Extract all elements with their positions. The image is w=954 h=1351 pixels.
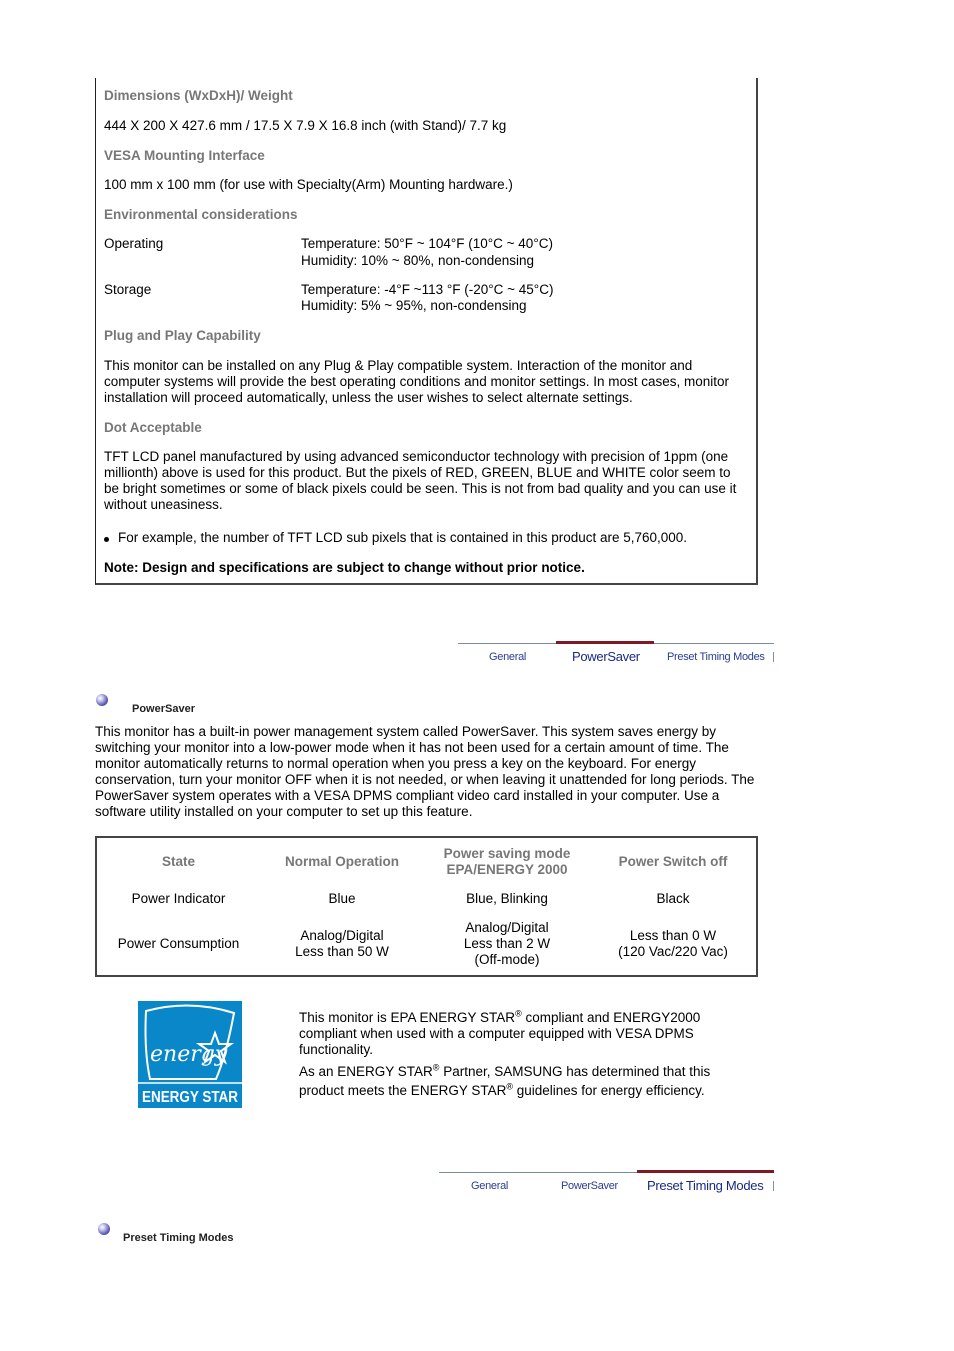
note-text: Note: Design and specifications are subject to change without prior notice. <box>104 560 585 575</box>
dimensions-heading: Dimensions (WxDxH)/ Weight <box>104 88 293 103</box>
dot-acceptable-text: TFT LCD panel manufactured by using advanced semiconductor technology with precision of 1ppm (one millionth) above is used for this product. But the pixels of RED, GREEN, BLUE and WHITE color seem to be bright sometimes or some of black pixels could be seen. This is not from bad quality and you can use it without uneasiness. <box>104 449 737 512</box>
indicator-label: Power Indicator <box>131 891 226 906</box>
tab-bar-powersaver <box>458 643 774 669</box>
tab-preset-timing-modes[interactable]: Preset Timing Modes <box>654 643 774 668</box>
environment-heading: Environmental considerations <box>104 207 298 222</box>
energy-star-paragraph-1: This monitor is EPA ENERGY STAR® compliant and ENERGY2000 compliant when used with a computer equipped with VESA DPMS functionality. <box>299 1008 701 1057</box>
storage-humidity: Humidity: 5% ~ 95%, non-condensing <box>301 298 527 313</box>
consumption-saving: Analog/Digital Less than 2 W (Off-mode) <box>463 920 551 967</box>
section-bullet-icon <box>96 694 108 706</box>
dimensions-value: 444 X 200 X 427.6 mm / 17.5 X 7.9 X 16.8 inch (with Stand)/ 7.7 kg <box>104 118 507 133</box>
energy-star-logo <box>138 1001 242 1108</box>
tab-general[interactable]: General <box>458 643 556 668</box>
section-bullet-icon <box>98 1223 110 1235</box>
tab-powersaver[interactable]: PowerSaver <box>537 1172 637 1197</box>
tab-separator <box>773 1181 774 1191</box>
tab-preset-timing-modes[interactable]: Preset Timing Modes <box>637 1170 774 1197</box>
tab-powersaver[interactable]: PowerSaver <box>556 641 654 668</box>
storage-label: Storage <box>104 282 152 297</box>
indicator-off: Black <box>656 891 690 906</box>
svg-text:energy: energy <box>150 1042 228 1067</box>
header-power-switch-off: Power Switch off <box>618 853 728 869</box>
energy-star-emblem-icon <box>138 1001 242 1108</box>
vesa-heading: VESA Mounting Interface <box>104 148 265 163</box>
powersaver-intro: This monitor has a built-in power management system called PowerSaver. This system saves energy by switching your monitor into a low-power mode when it has not been used for a certain amount of time. The monitor automatically returns to normal operation when you press a key on the keyboard. For energy conservation, turn your monitor OFF when it is not needed, or when leaving it unattended for long periods. The PowerSaver system operates with a VESA DPMS compliant video card installed in your computer. Use a software utility installed on your computer to set up this feature. <box>95 724 755 819</box>
dot-acceptable-bullet: For example, the number of TFT LCD sub pixels that is contained in this product are 5,760,000. <box>118 530 688 545</box>
power-state-table <box>95 836 758 977</box>
indicator-normal: Blue <box>328 891 356 906</box>
plug-and-play-text: This monitor can be installed on any Plug & Play compatible system. Interaction of the monitor and computer systems will provide the best operating conditions and monitor settings. In most cases, monitor installation will proceed automatically, unless the user wishes to select alternate settings. <box>104 358 730 405</box>
tab-general[interactable]: General <box>439 1172 537 1197</box>
table-row <box>96 913 757 976</box>
table-row <box>96 885 757 913</box>
svg-text:ENERGY STAR: ENERGY STAR <box>142 1089 239 1106</box>
operating-temperature: Temperature: 50°F ~ 104°F (10°C ~ 40°C) <box>301 236 553 251</box>
operating-humidity: Humidity: 10% ~ 80%, non-condensing <box>301 253 535 268</box>
plug-and-play-heading: Plug and Play Capability <box>104 328 261 343</box>
table-header-row <box>96 837 757 885</box>
bullet-dot-icon <box>104 537 109 542</box>
dot-acceptable-heading: Dot Acceptable <box>104 420 202 435</box>
consumption-off: Less than 0 W (120 Vac/220 Vac) <box>618 928 728 959</box>
powersaver-title: PowerSaver <box>132 703 195 715</box>
vesa-value: 100 mm x 100 mm (for use with Specialty(Arm) Mounting hardware.) <box>104 177 513 192</box>
consumption-normal: Analog/Digital Less than 50 W <box>295 928 389 959</box>
operating-label: Operating <box>104 236 164 251</box>
tab-bar-preset <box>439 1172 774 1198</box>
consumption-label: Power Consumption <box>117 936 240 951</box>
header-power-saving-mode: Power saving mode EPA/ENERGY 2000 <box>443 845 571 877</box>
storage-temperature: Temperature: -4°F ~113 °F (-20°C ~ 45°C) <box>301 282 554 297</box>
preset-timing-modes-title: Preset Timing Modes <box>123 1232 234 1244</box>
tab-separator <box>773 652 774 662</box>
header-state: State <box>161 853 195 869</box>
energy-star-paragraph-2: As an ENERGY STAR® Partner, SAMSUNG has determined that this product meets the ENERGY STAR® guidelines for energy efficiency. <box>299 1062 711 1098</box>
indicator-saving: Blue, Blinking <box>466 891 548 906</box>
header-normal-operation: Normal Operation <box>284 853 400 869</box>
